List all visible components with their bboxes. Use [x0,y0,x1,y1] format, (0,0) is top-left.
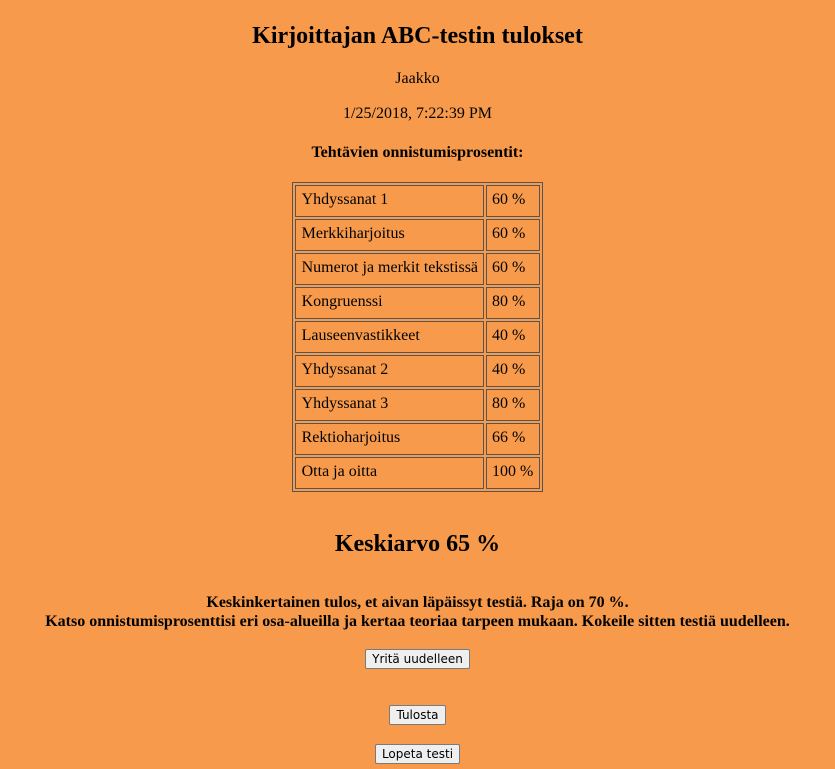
table-row [295,253,541,285]
table-row [295,287,541,319]
user-name: Jaakko [395,70,440,87]
print-row [20,705,815,725]
retry-button[interactable]: Yritä uudelleen [365,649,470,669]
table-row [295,321,541,353]
feedback-text [20,593,815,631]
results-subheading: Tehtävien onnistumisprosentit: [311,144,524,161]
task-percent: 66 % [486,423,540,455]
task-percent: 60 % [486,185,540,217]
task-name: Kongruenssi [295,287,484,319]
task-name: Yhdyssanat 1 [295,185,484,217]
task-name: Lauseenvastikkeet [295,321,484,353]
task-name: Yhdyssanat 3 [295,389,484,421]
task-percent: 80 % [486,287,540,319]
retry-row [20,649,815,669]
results-page [20,0,815,764]
task-name: Merkkiharjoitus [295,219,484,251]
feedback-line-1: Keskinkertainen tulos, et aivan läpäissyt testiä. Raja on 70 %. [206,594,629,611]
task-name: Rektioharjoitus [295,423,484,455]
print-button[interactable]: Tulosta [389,705,445,725]
task-name: Numerot ja merkit tekstissä [295,253,484,285]
feedback-line-2: Katso onnistumisprosenttisi eri osa-alueilla ja kertaa teoriaa tarpeen mukaan. Kokeile sitten testiä uudelleen. [45,613,790,630]
results-table [292,182,544,492]
table-row [295,219,541,251]
task-percent: 40 % [486,321,540,353]
table-row [295,185,541,217]
task-name: Otta ja oitta [295,457,484,489]
quit-row [20,744,815,764]
test-datetime: 1/25/2018, 7:22:39 PM [343,105,492,122]
task-percent: 60 % [486,219,540,251]
page-title: Kirjoittajan ABC-testin tulokset [252,23,583,49]
table-row [295,355,541,387]
task-percent: 80 % [486,389,540,421]
task-percent: 40 % [486,355,540,387]
table-row [295,423,541,455]
table-row [295,389,541,421]
task-name: Yhdyssanat 2 [295,355,484,387]
quit-test-button[interactable]: Lopeta testi [375,744,460,764]
task-percent: 100 % [486,457,540,489]
table-row [295,457,541,489]
task-percent: 60 % [486,253,540,285]
average-score: Keskiarvo 65 % [334,531,501,557]
